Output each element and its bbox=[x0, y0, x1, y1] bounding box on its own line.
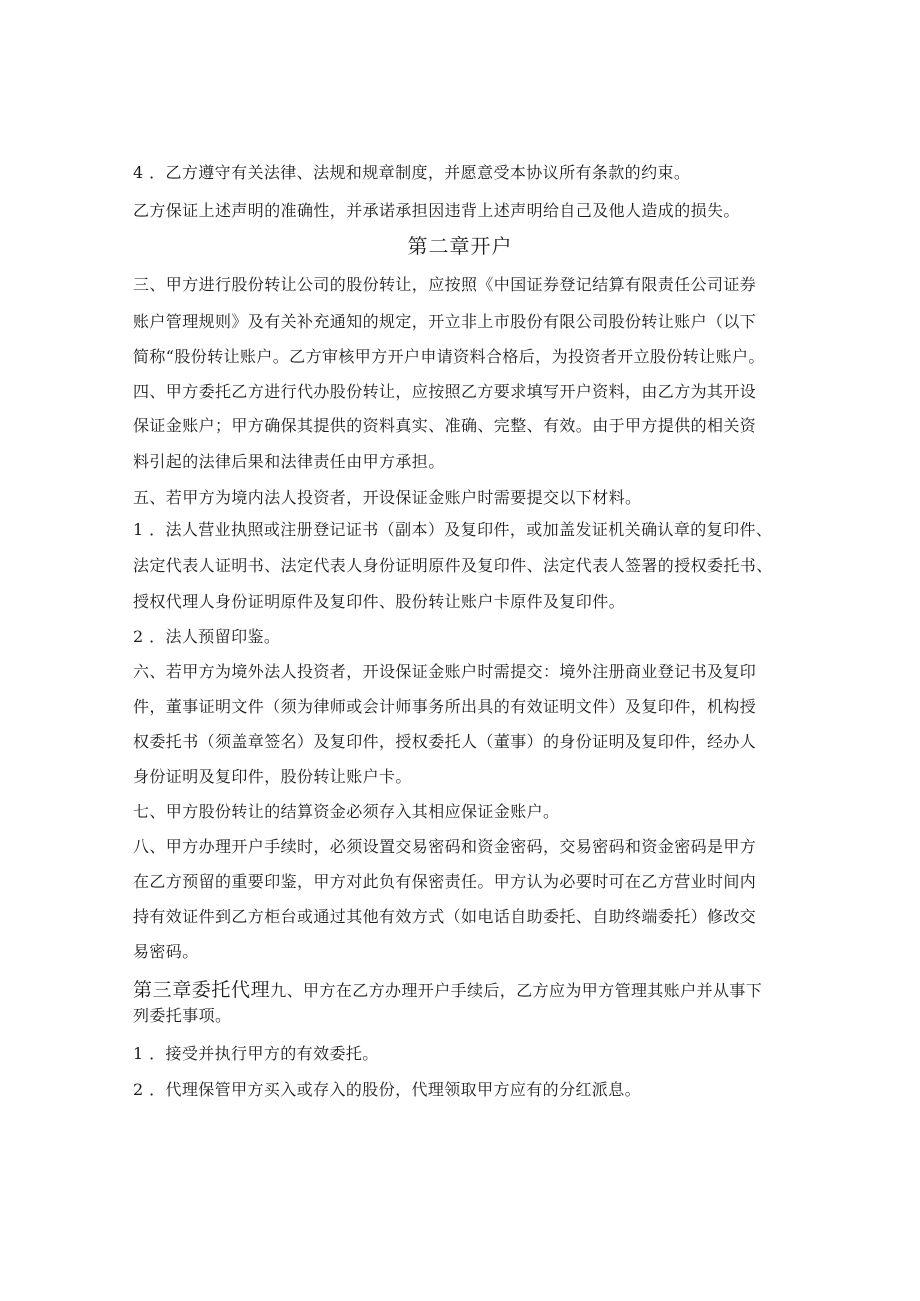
paragraph-line: 七、甲方股份转让的结算资金必须存入其相应保证金账户。 bbox=[133, 802, 560, 821]
paragraph-line: 列委托事项。 bbox=[133, 1006, 232, 1025]
paragraph-line: 权委托书（须盖章签名）及复印件，授权委托人（董事）的身份证明及复印件，经办人 bbox=[133, 732, 757, 751]
paragraph-line: 四、甲方委托乙方进行代办股份转让，应按照乙方要求填写开户资料，由乙方为其开设 bbox=[133, 382, 757, 401]
paragraph-line: 八、甲方办理开户手续时，必须设置交易密码和资金密码，交易密码和资金密码是甲方 bbox=[133, 837, 757, 856]
paragraph-line: 2 ．法人预留印鉴。 bbox=[133, 627, 281, 646]
paragraph-line: 1 ．法人营业执照或注册登记证书（副本）及复印件，或加盖发证机关确认章的复印件、 bbox=[133, 520, 773, 539]
paragraph-line: 六、若甲方为境外法人投资者，开设保证金账户时需提交：境外注册商业登记书及复印 bbox=[133, 662, 757, 681]
paragraph-line: 易密码。 bbox=[133, 942, 199, 961]
paragraph-line: 三、甲方进行股份转让公司的股份转让，应按照《中国证券登记结算有限责任公司证券 bbox=[133, 275, 757, 294]
paragraph-line: 在乙方预留的重要印鉴，甲方对此负有保密责任。甲方认为必要时可在乙方营业时间内 bbox=[133, 872, 757, 891]
chapter-three-text: 九、甲方在乙方办理开户手续后，乙方应为甲方管理其账户并从事下 bbox=[270, 981, 763, 1000]
chapter-two-title: 第二章开户 bbox=[407, 234, 513, 258]
paragraph-line: 件，董事证明文件（须为律师或会计师事务所出具的有效证明文件）及复印件，机构授 bbox=[133, 697, 757, 716]
chapter-three-line bbox=[133, 980, 813, 1001]
paragraph-line: 保证金账户；甲方确保其提供的资料真实、准确、完整、有效。由于甲方提供的相关资 bbox=[133, 416, 757, 435]
paragraph-line: 持有效证件到乙方柜台或通过其他有效方式（如电话自助委托、自助终端委托）修改交 bbox=[133, 907, 757, 926]
paragraph-line: 身份证明及复印件，股份转让账户卡。 bbox=[133, 767, 412, 786]
paragraph-line: 料引起的法律后果和法律责任由甲方承担。 bbox=[133, 452, 445, 471]
paragraph-line: 账户管理规则》及有关补充通知的规定，开立非上市股份有限公司股份转让账户（以下 bbox=[133, 312, 757, 331]
paragraph-line: 2 ．代理保管甲方买入或存入的股份，代理领取甲方应有的分红派息。 bbox=[133, 1080, 642, 1099]
paragraph-line: 乙方保证上述声明的准确性，并承诺承担因违背上述声明给自己及他人造成的损失。 bbox=[133, 201, 740, 220]
paragraph-line: 简称“股份转让账户。乙方审核甲方开户申请资料合格后，为投资者开立股份转让账户。 bbox=[133, 347, 765, 366]
chapter-three-title: 第三章委托代理 bbox=[133, 979, 271, 1001]
paragraph-line: 法定代表人证明书、法定代表人身份证明原件及复印件、法定代表人签署的授权委托书、 bbox=[133, 556, 773, 575]
paragraph-line: 1 ．接受并执行甲方的有效委托。 bbox=[133, 1044, 379, 1063]
paragraph-line: 五、若甲方为境内法人投资者，开设保证金账户时需要提交以下材料。 bbox=[133, 488, 642, 507]
paragraph-line: 授权代理人身份证明原件及复印件、股份转让账户卡原件及复印件。 bbox=[133, 592, 626, 611]
paragraph-line: 4 ．乙方遵守有关法律、法规和规章制度，并愿意受本协议所有条款的约束。 bbox=[133, 163, 691, 182]
